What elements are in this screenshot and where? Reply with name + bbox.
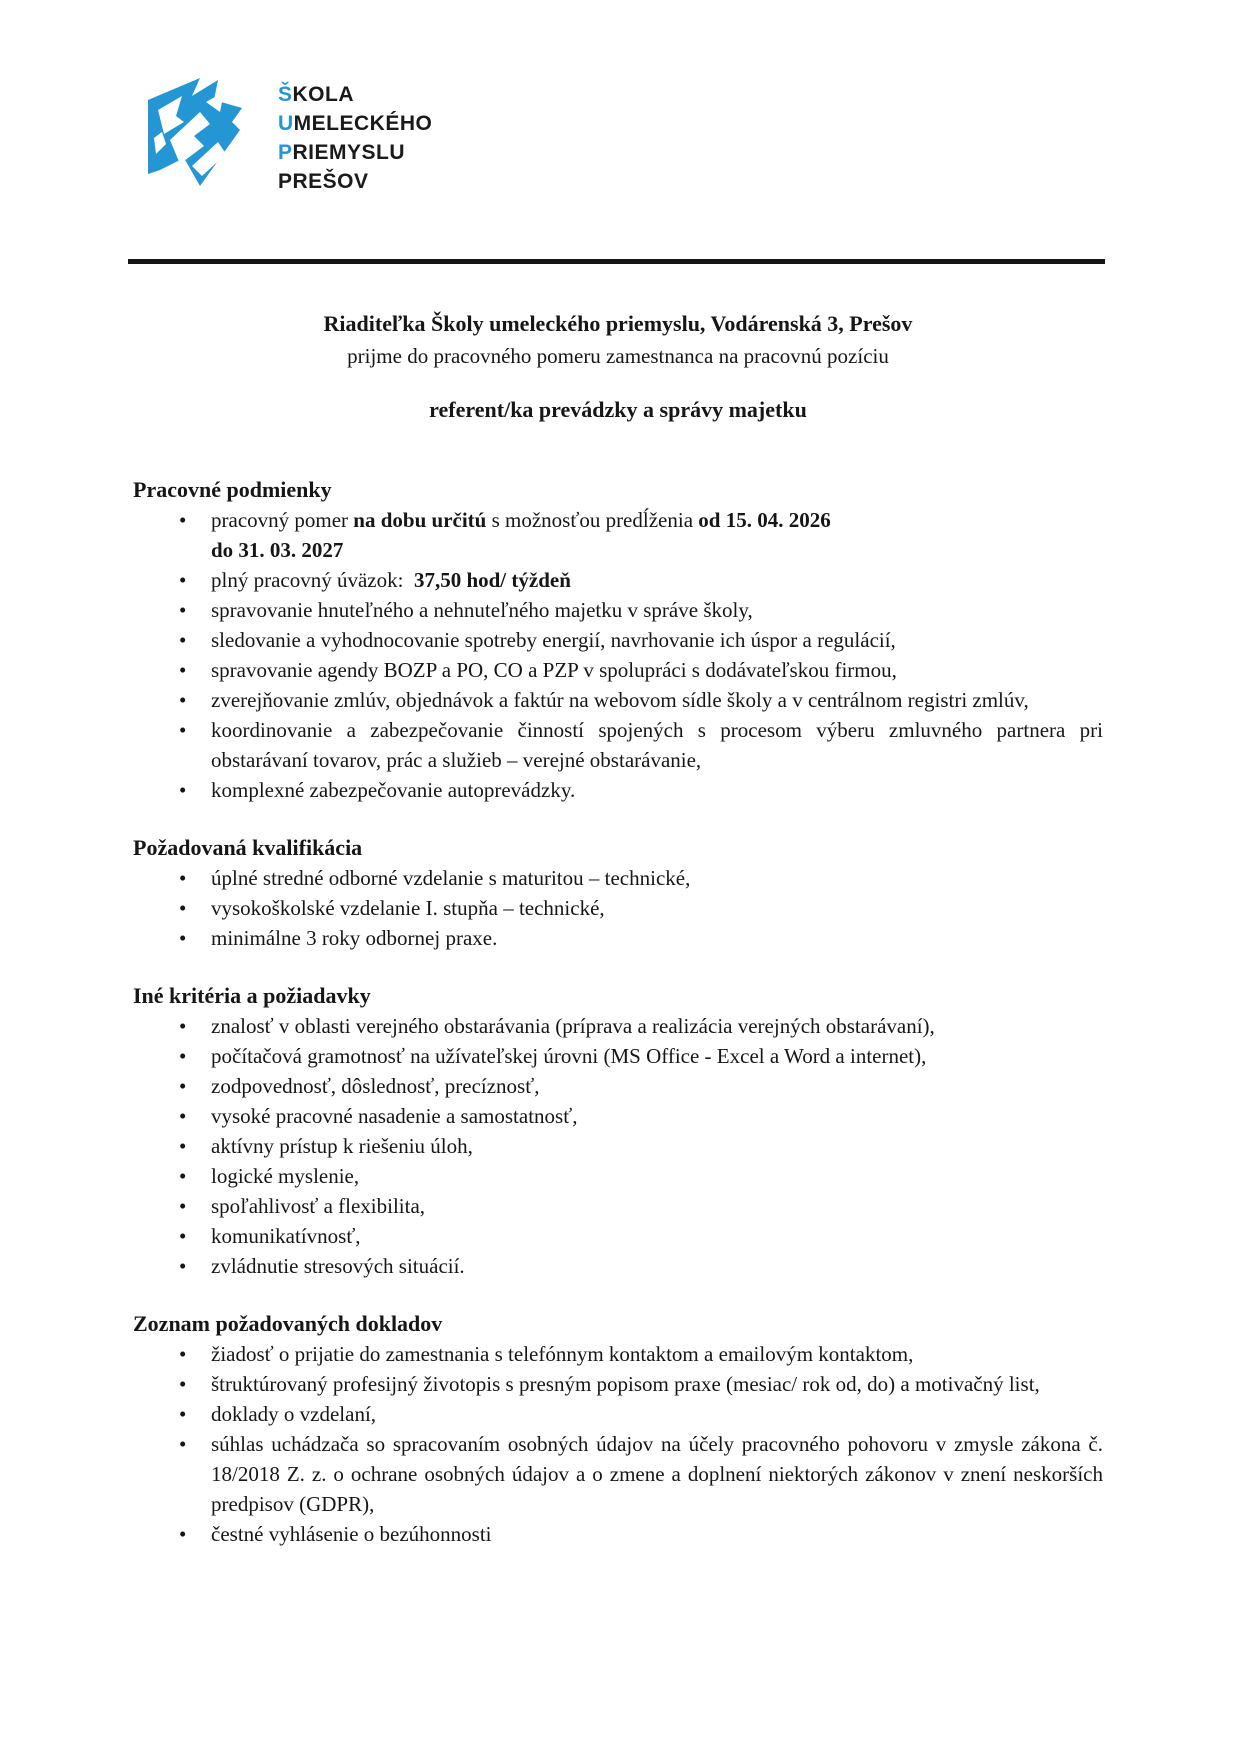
bullet-item: • znalosť v oblasti verejného obstarávania (príprava a realizácia verejných obstarávaní), bbox=[133, 1011, 1103, 1041]
logo-line-priemyslu: PRIEMYSLU bbox=[278, 141, 406, 164]
document-body bbox=[133, 307, 1103, 1549]
bullet-item: • vysoké pracovné nasadenie a samostatnosť, bbox=[133, 1101, 1103, 1131]
logo-line-presov: PREŠOV bbox=[278, 170, 369, 193]
bullet-item: • minimálne 3 roky odbornej praxe. bbox=[133, 923, 1103, 953]
bullet-item: • čestné vyhlásenie o bezúhonnosti bbox=[133, 1519, 1103, 1549]
section-heading: Požadovaná kvalifikácia bbox=[133, 835, 363, 860]
bullet-item: • spravovanie agendy BOZP a PO, CO a PZP v spolupráci s dodávateľskou firmou, bbox=[133, 655, 1103, 685]
bullet-item: • sledovanie a vyhodnocovanie spotreby energií, navrhovanie ich úspor a regulácií, bbox=[133, 625, 1103, 655]
school-logo-icon bbox=[148, 78, 242, 186]
bullet-item: • žiadosť o prijatie do zamestnania s telefónnym kontaktom a emailovým kontaktom, bbox=[133, 1339, 1103, 1369]
page-subtitle: prijme do pracovného pomeru zamestnanca na pracovnú pozíciu bbox=[347, 344, 889, 368]
bullet-item: • komunikatívnosť, bbox=[133, 1221, 1103, 1251]
bullet-item: • pracovný pomer na dobu určitú s možnosťou predĺženia od 15. 04. 2026 do 31. 03. 2027 bbox=[133, 505, 1103, 565]
section-heading: Iné kritéria a požiadavky bbox=[133, 983, 371, 1008]
bullet-item: • vysokoškolské vzdelanie I. stupňa – technické, bbox=[133, 893, 1103, 923]
section-heading: Zoznam požadovaných dokladov bbox=[133, 1311, 443, 1336]
position-title: referent/ka prevádzky a správy majetku bbox=[429, 397, 807, 422]
bullet-item: • súhlas uchádzača so spracovaním osobných údajov na účely pracovného pohovoru v zmysle zákona č. 18/2018 Z. z. o ochrane osobných údajov a o zmene a doplnení niektorých zákonov v znení neskorších predpisov (GDPR), bbox=[133, 1429, 1103, 1519]
logo-line-umeleckeho: UMELECKÉHO bbox=[278, 112, 433, 135]
school-logo-text bbox=[278, 80, 432, 196]
bullet-list bbox=[133, 863, 1103, 953]
bullet-item: • aktívny prístup k riešeniu úloh, bbox=[133, 1131, 1103, 1161]
bullet-list bbox=[133, 1011, 1103, 1281]
section-heading: Pracovné podmienky bbox=[133, 477, 332, 502]
bullet-item: • spoľahlivosť a flexibilita, bbox=[133, 1191, 1103, 1221]
bullet-item: • úplné stredné odborné vzdelanie s maturitou – technické, bbox=[133, 863, 1103, 893]
bullet-item: • komplexné zabezpečovanie autoprevádzky. bbox=[133, 775, 1103, 805]
bullet-item: • zvládnutie stresových situácií. bbox=[133, 1251, 1103, 1281]
sections bbox=[133, 475, 1103, 1549]
bullet-item: • doklady o vzdelaní, bbox=[133, 1399, 1103, 1429]
bullet-list bbox=[133, 1339, 1103, 1549]
page-title: Riaditeľka Školy umeleckého priemyslu, Vodárenská 3, Prešov bbox=[323, 311, 913, 336]
bullet-item: • zverejňovanie zmlúv, objednávok a faktúr na webovom sídle školy a v centrálnom registri zmlúv, bbox=[133, 685, 1103, 715]
bullet-item: • logické myslenie, bbox=[133, 1161, 1103, 1191]
bullet-item: • plný pracovný úväzok: 37,50 hod/ týždeň bbox=[133, 565, 1103, 595]
bullet-item: • zodpovednosť, dôslednosť, precíznosť, bbox=[133, 1071, 1103, 1101]
header-divider bbox=[128, 259, 1105, 264]
logo-line-skola: ŠKOLA bbox=[278, 83, 355, 106]
bullet-item: • počítačová gramotnosť na užívateľskej úrovni (MS Office - Excel a Word a internet), bbox=[133, 1041, 1103, 1071]
bullet-item: • spravovanie hnuteľného a nehnuteľného majetku v správe školy, bbox=[133, 595, 1103, 625]
bullet-item: • štruktúrovaný profesijný životopis s presným popisom praxe (mesiac/ rok od, do) a motivačný list, bbox=[133, 1369, 1103, 1399]
bullet-item: • koordinovanie a zabezpečovanie činností spojených s procesom výberu zmluvného partnera pri obstarávaní tovarov, prác a služieb – verejné obstarávanie, bbox=[133, 715, 1103, 775]
school-logo bbox=[148, 78, 1240, 196]
bullet-list bbox=[133, 505, 1103, 805]
